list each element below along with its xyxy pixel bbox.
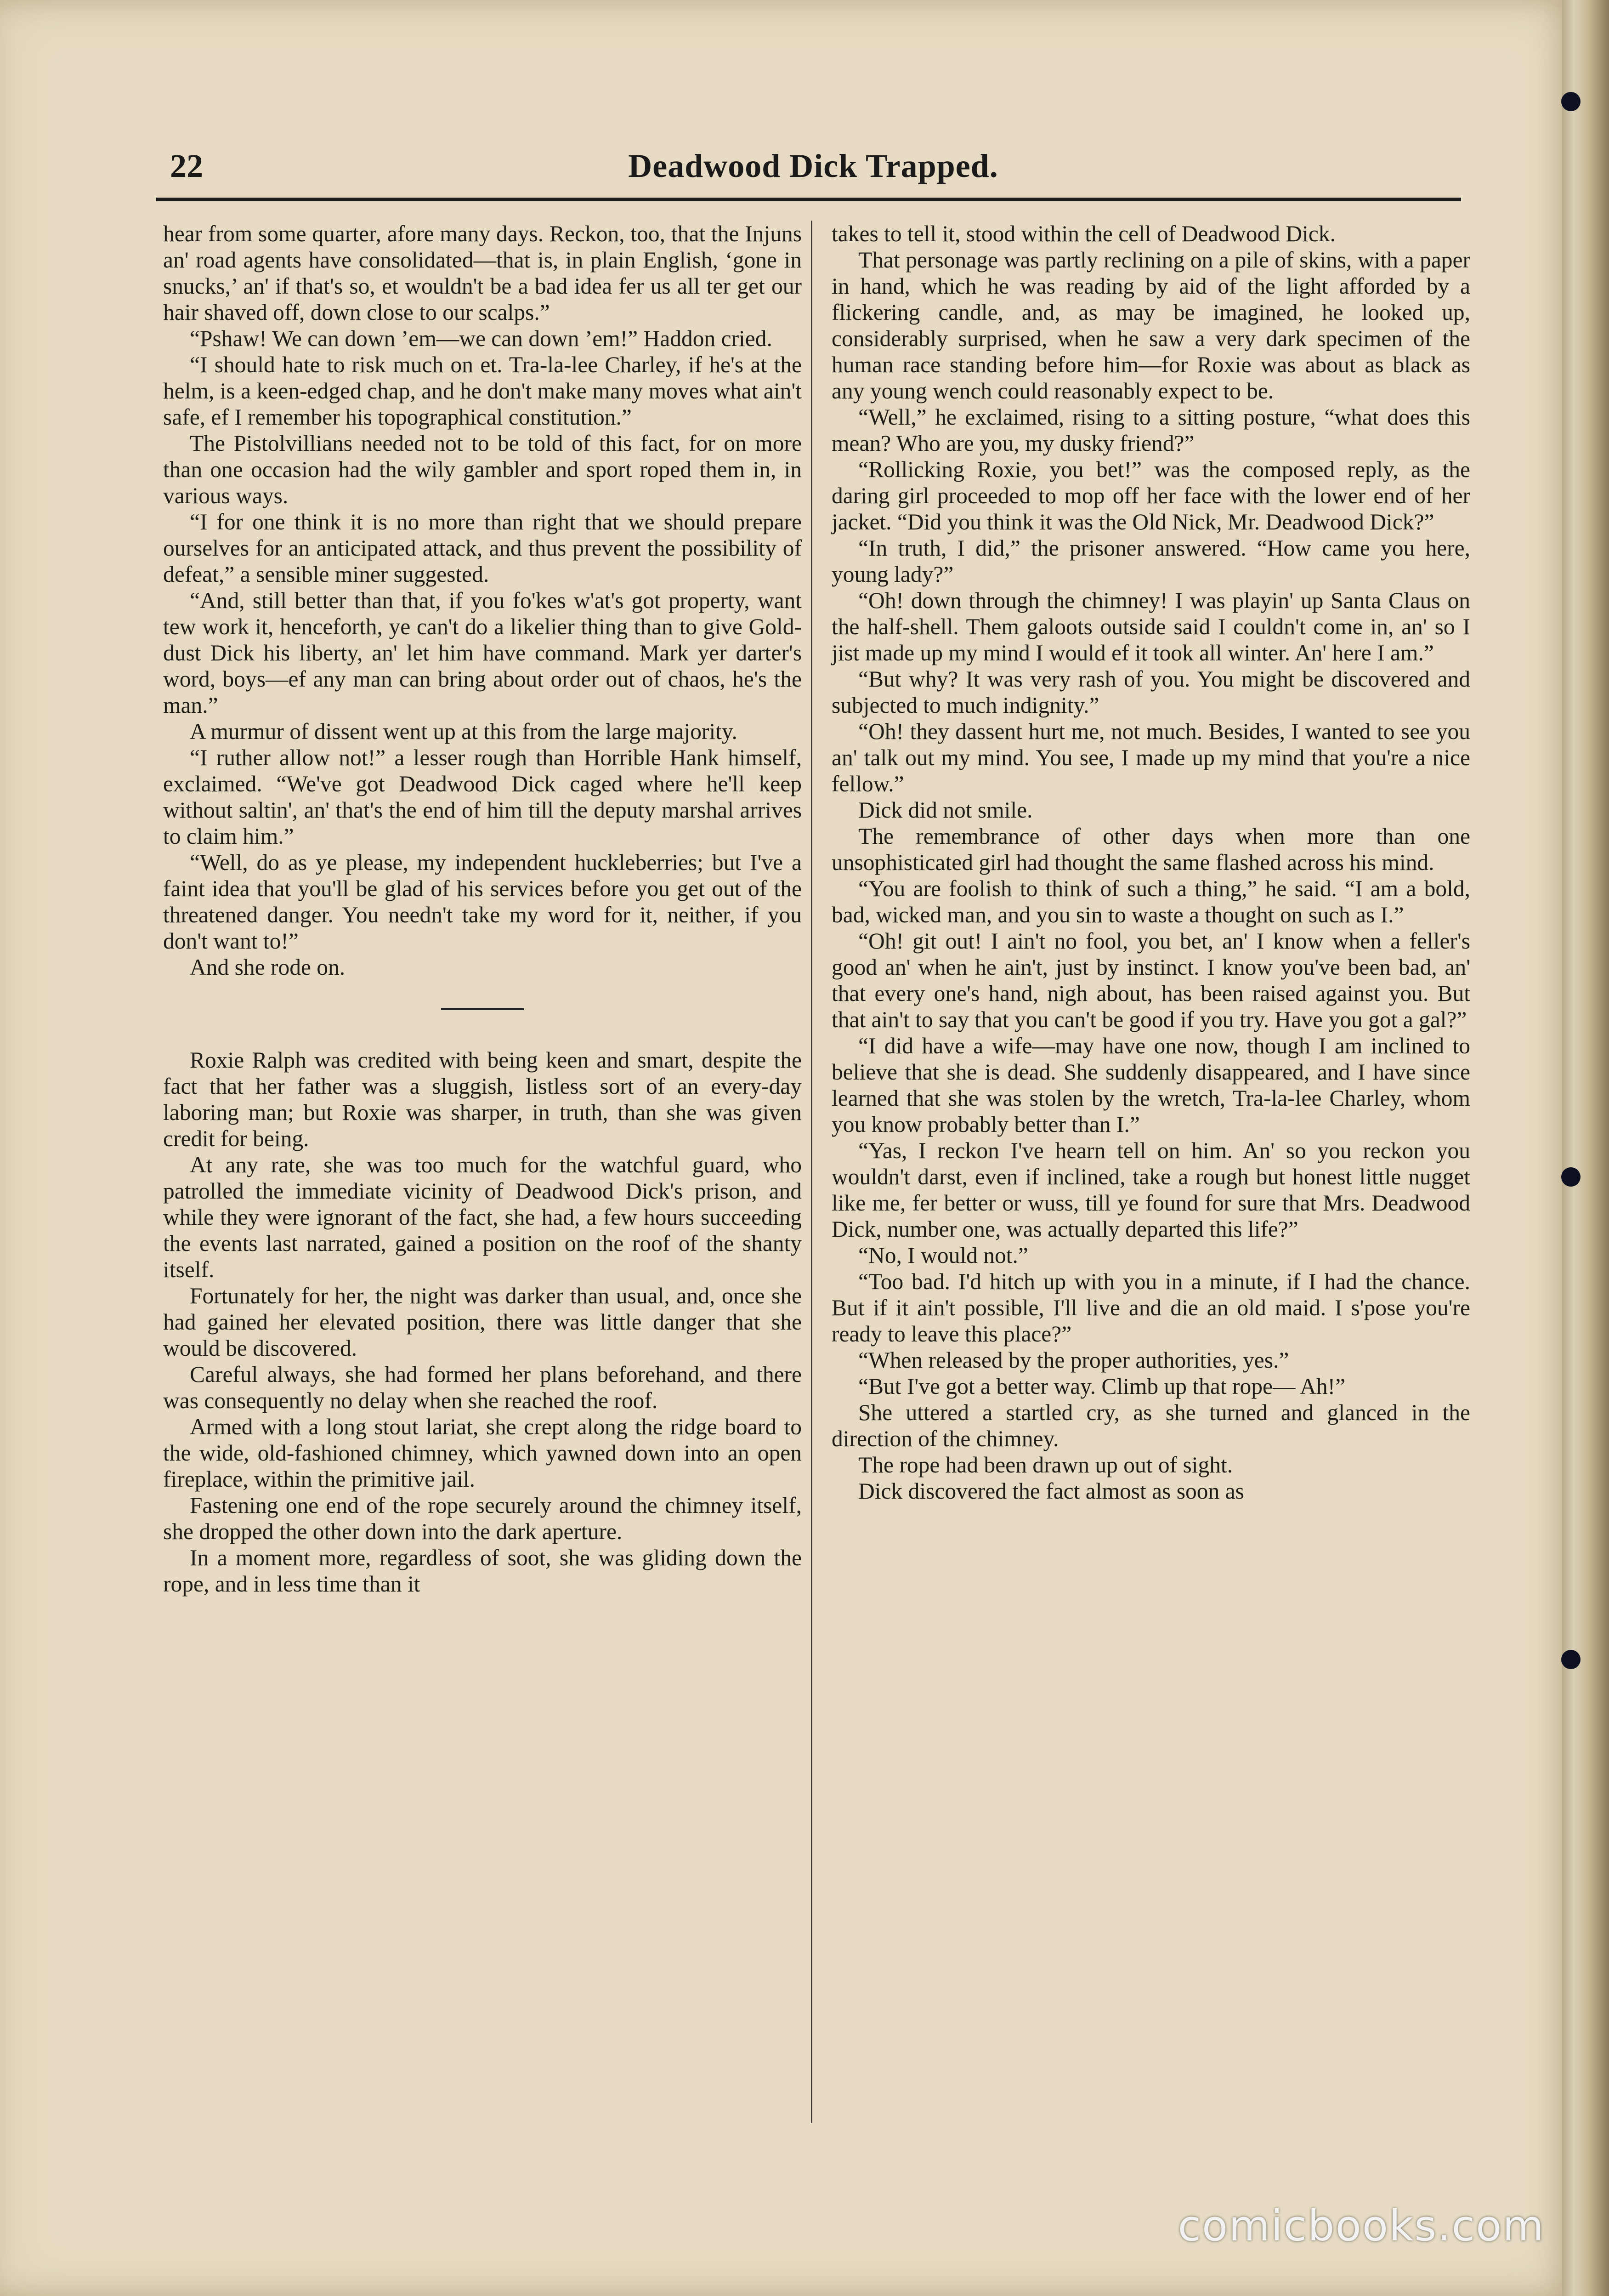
paragraph: At any rate, she was too much for the watchful guard, who patrolled the immediate vicinity of Deadwood Dick's prison, and while they were ignorant of the fact, she had, a few hours succeeding the events last narrated, gained a position on the roof of the shanty itself. bbox=[163, 1152, 802, 1282]
paragraph: “Too bad. I'd hitch up with you in a minute, if I had the chance. But if it ain't possible, I'll live and die an old maid. I s'pose you're ready to leave this place?” bbox=[832, 1269, 1470, 1347]
paragraph: Fortunately for her, the night was darker than usual, and, once she had gained her elevated position, there was little danger that she would be discovered. bbox=[163, 1283, 802, 1361]
paragraph: A murmur of dissent went up at this from the large majority. bbox=[190, 719, 737, 744]
paragraph: “Yas, I reckon I've hearn tell on him. An' so you reckon you wouldn't darst, even if inclined, take a rough but honest little nugget like me, fer better or wuss, till ye found for sure that Mrs. Deadwood Dick, number one, was actually departed this life?” bbox=[832, 1138, 1470, 1242]
staple-hole bbox=[1561, 1650, 1581, 1669]
paragraph: “Pshaw! We can down ’em—we can down ’em!” Haddon cried. bbox=[190, 326, 772, 351]
paragraph: The Pistolvillians needed not to be told of this fact, for on more than one occasion had the wily gambler and sport roped them in, in various ways. bbox=[163, 431, 802, 508]
paragraph: “Oh! they dassent hurt me, not much. Besides, I wanted to see you an' talk out my mind. You see, I made up my mind that you're a nice fellow.” bbox=[832, 719, 1470, 796]
paragraph: The rope had been drawn up out of sight. bbox=[858, 1452, 1233, 1478]
page-number: 22 bbox=[170, 148, 203, 184]
paragraph: “But why? It was very rash of you. You might be discovered and subjected to much indignity.” bbox=[832, 666, 1470, 718]
paragraph: That personage was partly reclining on a pile of skins, with a paper in hand, which he was reading by aid of the light afforded by a flickering candle, and, as may be imagined, he looked up, considerably surprised, when he saw a very dark specimen of the human race standing before him—for Roxie was about as black as any young wench could reasonably expect to be. bbox=[832, 247, 1470, 404]
paragraph: “Oh! git out! I ain't no fool, you bet, an' I know when a feller's good an' when he ain't, just by instinct. I know you've been bad, an' that every one's hand, nigh about, has been raised against you. But that ain't to say that you can't be good if you try. Have you got a gal?” bbox=[832, 928, 1470, 1032]
paragraph: In a moment more, regardless of soot, she was gliding down the rope, and in less time than it bbox=[163, 1545, 802, 1597]
paragraph: Dick discovered the fact almost as soon as bbox=[858, 1478, 1244, 1504]
right-column bbox=[832, 221, 1470, 2128]
paragraph: “In truth, I did,” the prisoner answered. “How came you here, young lady?” bbox=[832, 535, 1470, 587]
watermark-text: comicbooks.com bbox=[1178, 2201, 1545, 2251]
paragraph: “Rollicking Roxie, you bet!” was the composed reply, as the daring girl proceeded to mop off her face with the lower end of her jacket. “Did you think it was the Old Nick, Mr. Deadwood Dick?” bbox=[832, 457, 1470, 534]
paragraph: Careful always, she had formed her plans beforehand, and there was consequently no delay when she reached the roof. bbox=[163, 1362, 802, 1413]
left-column bbox=[163, 221, 802, 2128]
paragraph: Dick did not smile. bbox=[858, 797, 1033, 823]
header-rule bbox=[156, 198, 1461, 201]
paragraph: “Oh! down through the chimney! I was playin' up Santa Claus on the half-shell. Them galoots outside said I couldn't come in, an' so I jist made up my mind I would ef it took all winter. An' here I am.” bbox=[832, 588, 1470, 665]
paragraph: Fastening one end of the rope securely around the chimney itself, she dropped the other down into the dark aperture. bbox=[163, 1493, 802, 1544]
paragraph: “No, I would not.” bbox=[858, 1243, 1028, 1268]
paragraph: Roxie Ralph was credited with being keen and smart, despite the fact that her father was a sluggish, listless sort of an every-day laboring man; but Roxie was sharper, in truth, than she was given credit for being. bbox=[163, 1047, 802, 1151]
page-header bbox=[165, 142, 1461, 193]
staple-hole bbox=[1561, 92, 1581, 111]
paragraph: “I for one think it is no more than right that we should prepare ourselves for an anticipated attack, and thus prevent the possibility of defeat,” a sensible miner suggested. bbox=[163, 509, 802, 587]
paragraph: And she rode on. bbox=[190, 955, 346, 980]
paragraph: The remembrance of other days when more than one unsophisticated girl had thought the same flashed across his mind. bbox=[832, 824, 1470, 875]
paragraph: “But I've got a better way. Climb up that rope— Ah!” bbox=[858, 1374, 1346, 1399]
scene-break-rule bbox=[441, 1008, 524, 1010]
paragraph: “When released by the proper authorities, yes.” bbox=[858, 1347, 1289, 1373]
paragraph: “I should hate to risk much on et. Tra-la-lee Charley, if he's at the helm, is a keen-edged chap, and he don't make many moves what ain't safe, ef I remember his topographical constitution.” bbox=[163, 352, 802, 430]
paragraph: “Well,” he exclaimed, rising to a sitting posture, “what does this mean? Who are you, my dusky friend?” bbox=[832, 404, 1470, 456]
paragraph: She uttered a startled cry, as she turned and glanced in the direction of the chimney. bbox=[832, 1400, 1470, 1451]
binding-edge bbox=[1562, 0, 1609, 2296]
paragraph: “And, still better than that, if you fo'kes w'at's got property, want tew work it, henceforth, ye can't do a likelier thing than to give Gold-dust Dick his liberty, an' let him have command. Mark yer darter's word, boys—ef any man can bring about order out of chaos, he's the man.” bbox=[163, 588, 802, 718]
paragraph: “You are foolish to think of such a thing,” he said. “I am a bold, bad, wicked man, and you sin to waste a thought on such as I.” bbox=[832, 876, 1470, 927]
paragraph: hear from some quarter, afore many days. Reckon, too, that the Injuns an' road agents have consolidated—that is, in plain English, ‘gone in snucks,’ an' if that's so, et wouldn't be a bad idea fer us all ter get our hair shaved off, down close to our scalps.” bbox=[163, 221, 802, 325]
column-divider bbox=[811, 221, 812, 2123]
paragraph: “I did have a wife—may have one now, though I am inclined to believe that she is dead. She suddenly disappeared, and I have since learned that she was stolen by the wretch, Tra-la-lee Charley, whom you know probably better than I.” bbox=[832, 1033, 1470, 1137]
paragraph: “I ruther allow not!” a lesser rough than Horrible Hank himself, exclaimed. “We've got Deadwood Dick caged where he'll keep without saltin', an' that's the end of him till the deputy marshal arrives to claim him.” bbox=[163, 745, 802, 849]
staple-hole bbox=[1561, 1167, 1581, 1187]
paragraph: takes to tell it, stood within the cell of Deadwood Dick. bbox=[832, 221, 1336, 246]
paragraph: Armed with a long stout lariat, she crept along the ridge board to the wide, old-fashioned chimney, which yawned down into an open fireplace, within the primitive jail. bbox=[163, 1414, 802, 1492]
running-title: Deadwood Dick Trapped. bbox=[628, 148, 998, 184]
paragraph: “Well, do as ye please, my independent huckleberries; but I've a faint idea that you'll be glad of his services before you get out of the threatened danger. You needn't take my word for it, neither, if you don't want to!” bbox=[163, 850, 802, 954]
